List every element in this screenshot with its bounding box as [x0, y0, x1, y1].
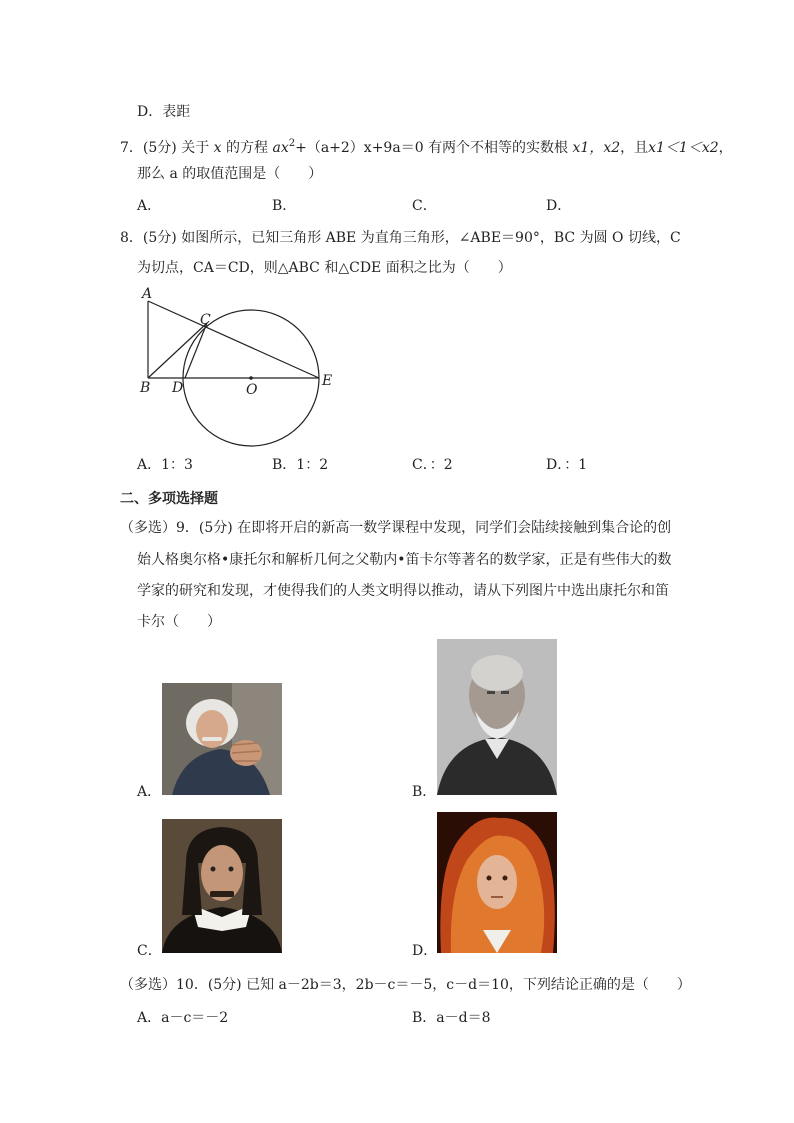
label-e: E — [322, 373, 333, 389]
center-point-o — [249, 376, 253, 380]
q9-option-d: D． — [412, 943, 438, 959]
q7-option-c: C． — [412, 198, 437, 214]
q8-stem-line2: 为切点，CA＝CD，则△ABC 和△CDE 面积之比为（ ） — [137, 260, 512, 276]
q7-cond: x1＜1＜x2 — [648, 140, 719, 156]
q8-option-c: C．：2 — [412, 457, 453, 473]
portrait-a-image — [162, 683, 282, 795]
label-c: C — [200, 312, 211, 328]
q7-option-d: D． — [546, 198, 572, 214]
q9-stem-line3: 学家的研究和发现，才使得我们的人类文明得以推动，请从下列图片中选出康托尔和笛 — [137, 583, 669, 599]
q7-var-x: x — [213, 140, 222, 156]
q10-option-a: A．a－c＝－2 — [137, 1010, 229, 1026]
label-b: B — [140, 380, 151, 396]
label-d: D — [172, 380, 184, 396]
portrait-d-image — [437, 812, 557, 953]
q10-stem-line1: （多选）10．(5分) 已知 a－2b＝3，2b－c＝－5，c－d＝10，下列结论正确的是（ ） — [120, 977, 691, 993]
q10-option-b: B．a－d＝8 — [412, 1010, 491, 1026]
q9-option-a: A． — [137, 784, 162, 800]
q7-cond-and: ，且 — [620, 140, 649, 156]
q7-end: ， — [718, 140, 733, 156]
q7-option-b: B． — [272, 198, 297, 214]
q7-option-a: A． — [137, 198, 162, 214]
q9-option-b: B． — [412, 784, 437, 800]
q8-option-a: A．1：3 — [137, 457, 193, 473]
q6-option-d: D．表距 — [137, 104, 191, 120]
q8-stem-line1: 8．(5分) 如图所示，已知三角形 ABE 为直角三角形，∠ABE＝90°，BC 为圆 O 切线，C — [120, 230, 681, 246]
q9-stem-line2: 始人格奥尔格•康托尔和解析几何之父勒内•笛卡尔等著名的数学家，正是有些伟大的数 — [137, 552, 672, 568]
q8-option-d: D．：1 — [546, 457, 588, 473]
q7-eq-rest: +（a+2）x+9a＝0 — [295, 140, 424, 156]
q7-text-after: 有两个不相等的实数根 — [428, 140, 569, 156]
q7-stem-line1 — [120, 134, 733, 158]
q8-option-b: B．1：2 — [272, 457, 329, 473]
q9-stem-line4: 卡尔（ ） — [137, 614, 221, 630]
q7-stem-line2: 那么 a 的取值范围是（ ） — [137, 166, 323, 182]
q8-geometry-figure — [130, 282, 340, 452]
q9-stem-line1: （多选）9．(5分) 在即将开启的新高一数学课程中发现，同学们会陆续接触到集合论的创 — [120, 520, 672, 536]
portrait-b-image — [437, 639, 557, 795]
portrait-c-image — [162, 819, 282, 953]
q7-middle: 的方程 — [226, 140, 269, 156]
q7-eq-a: ax — [272, 140, 289, 156]
q9-option-c: C． — [137, 943, 162, 959]
label-o: O — [246, 382, 258, 398]
q7-roots: x1，x2 — [572, 140, 621, 156]
label-a: A — [142, 286, 153, 302]
section-title-multiple-choice: 二、多项选择题 — [120, 491, 218, 507]
q7-sup: 2 — [288, 138, 296, 149]
q7-prefix: 7．(5分) 关于 — [120, 140, 210, 156]
segment-bc — [148, 323, 207, 378]
